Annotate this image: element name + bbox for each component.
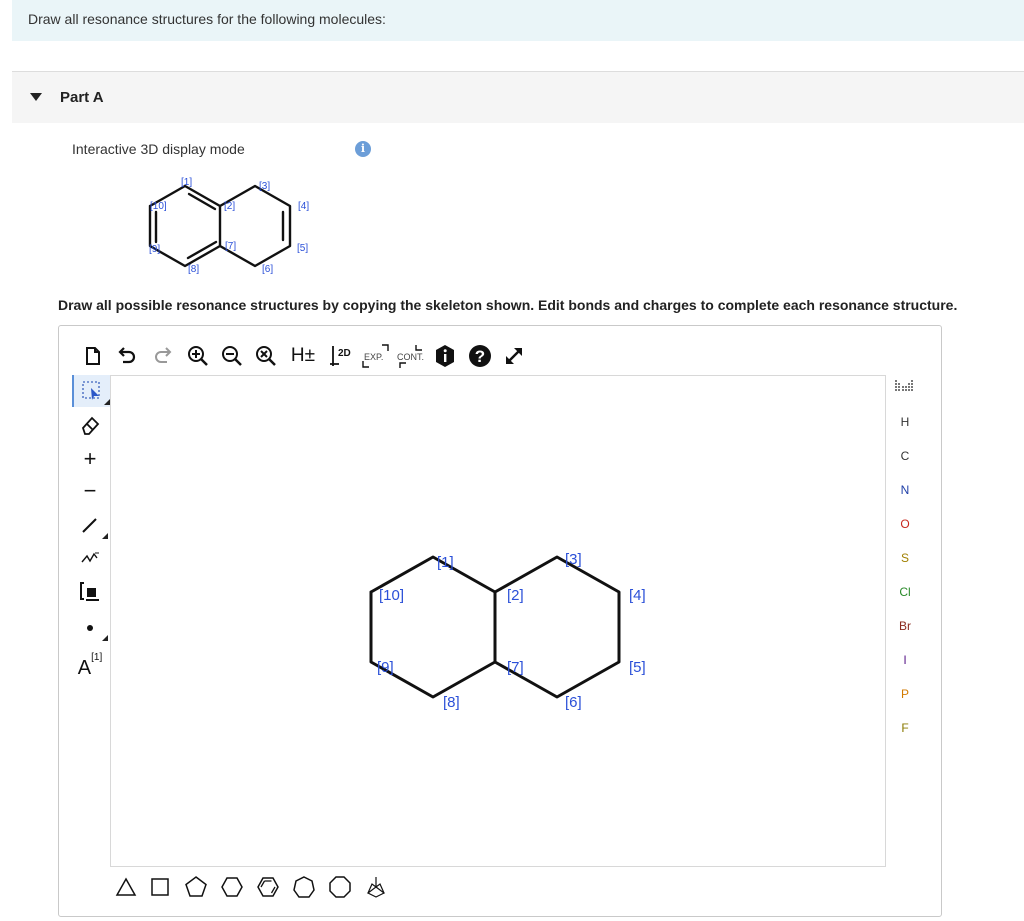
canvas-molecule[interactable]	[111, 376, 887, 868]
expand-button[interactable]	[360, 342, 392, 370]
cyclooctane-template-icon[interactable]	[326, 873, 354, 901]
radical-dot-icon	[79, 616, 101, 638]
template-bracket-tool[interactable]	[72, 575, 108, 607]
atom-map-tool[interactable]	[72, 645, 108, 681]
svg-text:2D: 2D	[338, 348, 351, 359]
preview-label-10: [10]	[150, 201, 167, 212]
canvas-label-2: [2]	[507, 587, 524, 604]
cyclopropane-template-icon[interactable]	[112, 873, 140, 901]
svg-text:?: ?	[474, 347, 486, 366]
element-button-cl[interactable]: Cl	[899, 585, 911, 599]
redo-icon[interactable]	[150, 342, 176, 370]
bracket-icon	[79, 580, 101, 602]
preview-label-3: [3]	[259, 181, 271, 192]
element-button-f[interactable]: F	[901, 721, 909, 735]
decrease-charge-button[interactable]: −	[83, 478, 97, 503]
canvas-label-7: [7]	[507, 659, 524, 676]
cyclohexane-template-icon[interactable]	[218, 873, 246, 901]
instructions-text: Draw all possible resonance structures by copying the skeleton shown. Edit bonds and charges to complete each resonance structure.	[58, 297, 958, 313]
drawing-canvas[interactable]	[110, 375, 886, 867]
display-mode-label: Interactive 3D display mode	[72, 141, 245, 157]
preview-molecule	[130, 172, 320, 282]
canvas-right-ring	[495, 557, 619, 697]
canvas-label-4: [4]	[629, 587, 646, 604]
preview-label-2: [2]	[224, 201, 236, 212]
increase-charge-button[interactable]: +	[83, 446, 97, 471]
element-button-n[interactable]: N	[900, 483, 910, 497]
layout-2d-button[interactable]	[328, 342, 358, 370]
eraser-tool[interactable]	[72, 409, 108, 441]
part-a-header[interactable]	[12, 71, 1024, 123]
canvas-label-1: [1]	[437, 554, 454, 571]
part-title: Part A	[60, 89, 104, 106]
help-icon[interactable]	[466, 342, 494, 370]
canvas-left-ring	[371, 557, 495, 697]
preview-label-9: [9]	[149, 244, 161, 255]
element-button-s[interactable]: S	[900, 551, 909, 565]
periodic-table-icon[interactable]	[888, 375, 922, 405]
canvas-label-8: [8]	[443, 694, 460, 711]
bond-line-icon	[79, 514, 101, 536]
chain-icon	[79, 546, 101, 568]
preview-label-6: [6]	[262, 264, 274, 275]
element-button-br[interactable]: Br	[899, 619, 911, 633]
eraser-icon	[79, 414, 101, 436]
benzene-template-icon[interactable]	[254, 873, 282, 901]
preview-label-5: [5]	[297, 243, 309, 254]
canvas-label-6: [6]	[565, 694, 582, 711]
bicyclic-template-icon[interactable]	[362, 873, 390, 901]
select-lasso-icon	[81, 380, 103, 402]
chain-tool[interactable]	[72, 541, 108, 573]
hydrogen-toggle-button[interactable]: H±	[290, 345, 316, 366]
preview-label-7: [7]	[225, 241, 237, 252]
canvas-label-3: [3]	[565, 551, 582, 568]
info-hex-icon[interactable]	[432, 342, 458, 370]
collapse-caret-icon[interactable]	[30, 93, 42, 101]
zoom-in-icon[interactable]	[184, 342, 212, 370]
preview-right-ring	[220, 186, 290, 266]
canvas-label-9: [9]	[377, 659, 394, 676]
contract-button[interactable]	[394, 342, 428, 370]
svg-text:CONT.: CONT.	[397, 352, 424, 362]
atom-map-letter: A	[77, 656, 92, 679]
element-button-o[interactable]: O	[900, 517, 910, 531]
canvas-label-5: [5]	[629, 659, 646, 676]
element-button-h[interactable]: H	[900, 415, 910, 429]
radical-tool[interactable]	[72, 611, 108, 643]
select-tool[interactable]	[72, 375, 110, 407]
undo-icon[interactable]	[114, 342, 140, 370]
cyclopentane-template-icon[interactable]	[182, 873, 210, 901]
element-button-i[interactable]: I	[903, 653, 907, 667]
zoom-out-icon[interactable]	[218, 342, 246, 370]
canvas-label-10: [10]	[379, 587, 405, 604]
preview-label-4: [4]	[298, 201, 310, 212]
element-button-p[interactable]: P	[900, 687, 909, 701]
preview-left-ring	[150, 186, 220, 266]
preview-label-1: [1]	[181, 177, 193, 188]
svg-text:EXP.: EXP.	[364, 352, 384, 362]
atom-map-index: [1]	[91, 651, 103, 663]
new-document-icon[interactable]	[80, 342, 106, 370]
info-icon[interactable]: i	[355, 141, 371, 157]
cycloheptane-template-icon[interactable]	[290, 873, 318, 901]
zoom-reset-icon[interactable]	[252, 342, 280, 370]
preview-label-8: [8]	[188, 264, 200, 275]
element-button-c[interactable]: C	[900, 449, 910, 463]
cyclobutane-template-icon[interactable]	[146, 873, 174, 901]
fullscreen-icon[interactable]	[500, 342, 528, 370]
question-prompt: Draw all resonance structures for the following molecules:	[12, 0, 1024, 41]
single-bond-tool[interactable]	[72, 509, 108, 541]
